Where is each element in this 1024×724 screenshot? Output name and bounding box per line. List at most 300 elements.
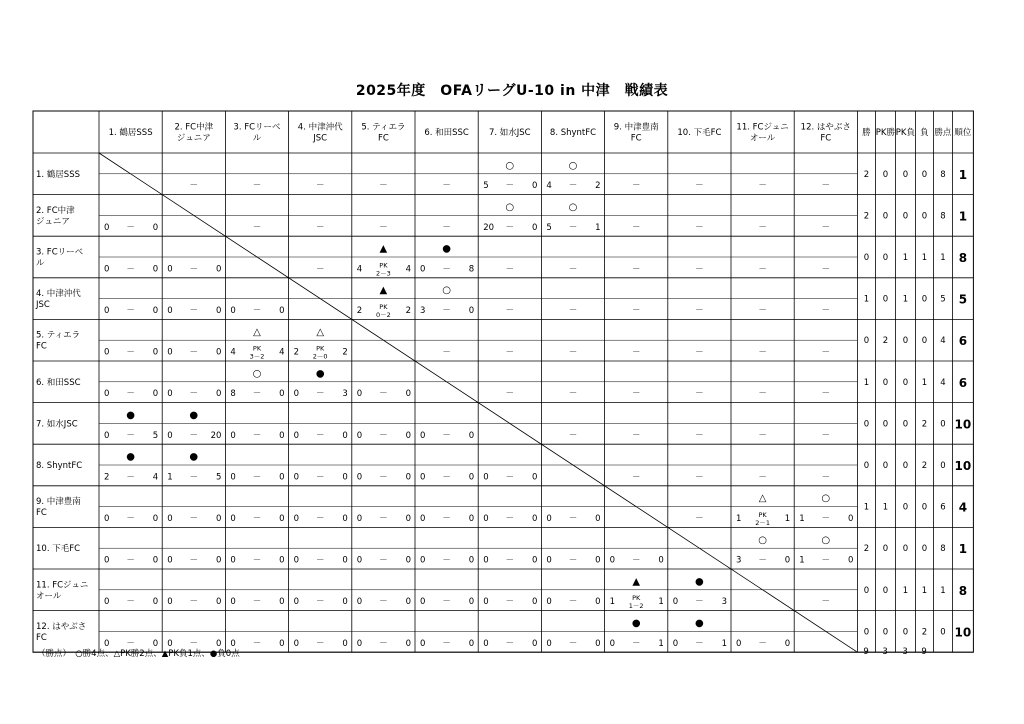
score-away: 0 <box>215 347 222 358</box>
empty-mark: － <box>758 347 767 358</box>
score-home: 0 <box>230 597 236 608</box>
score-away: 2 <box>342 347 348 358</box>
empty-mark: － <box>379 181 388 192</box>
stat-value: 0 <box>863 253 870 263</box>
pk-label: PK <box>632 594 641 603</box>
score-dash: － <box>505 222 515 233</box>
empty-mark: － <box>758 306 767 316</box>
score-home: 0 <box>104 347 110 358</box>
empty-mark: － <box>821 264 831 275</box>
pk-win-mark: △ <box>316 326 325 338</box>
score-home: 0 <box>230 638 236 649</box>
score-away: 0 <box>784 555 791 566</box>
score-home: 0 <box>420 472 426 483</box>
score-away: 1 <box>721 638 727 649</box>
score-away: 0 <box>405 514 411 524</box>
stat-header: 勝点 <box>934 128 952 138</box>
score-home: 0 <box>293 430 300 441</box>
score-dash: － <box>126 306 135 316</box>
score-away: 2 <box>405 306 411 316</box>
column-total: 3 <box>882 647 888 657</box>
rank-value: 4 <box>958 500 968 515</box>
loss-mark: ● <box>126 410 135 421</box>
score-away: 0 <box>531 555 538 566</box>
score-home: 0 <box>167 264 173 275</box>
stat-value: 0 <box>882 253 889 263</box>
score-dash: － <box>189 264 199 275</box>
score-away: 0 <box>279 430 285 441</box>
score-dash: － <box>252 597 262 608</box>
score-home: 0 <box>104 430 110 441</box>
score-dash: － <box>379 638 388 649</box>
rank-value: 1 <box>958 167 968 182</box>
score-home: 0 <box>167 430 173 441</box>
score-dash: － <box>189 306 199 316</box>
win-mark: ○ <box>568 160 578 172</box>
score-home: 0 <box>167 555 173 566</box>
column-header-3: 3. FCリーベル <box>233 122 281 144</box>
score-dash: － <box>821 555 831 566</box>
score-home: 0 <box>672 597 679 608</box>
score-home: 0 <box>104 555 110 566</box>
column-header-5: 5. ティエラ FC <box>361 122 406 144</box>
score-away: 0 <box>405 555 411 566</box>
score-home: 8 <box>230 389 236 400</box>
stat-value: 0 <box>882 585 889 596</box>
loss-mark: ● <box>695 576 704 588</box>
score-home: 1 <box>609 597 616 608</box>
win-mark: ○ <box>252 368 262 380</box>
score-dash: － <box>505 514 515 524</box>
score-home: 1 <box>167 472 173 483</box>
score-dash: － <box>568 597 578 608</box>
empty-mark: － <box>758 264 767 275</box>
stat-value: 0 <box>921 169 928 180</box>
score-dash: － <box>126 347 135 358</box>
loss-mark: ● <box>189 410 199 421</box>
stat-value: 0 <box>882 627 889 638</box>
score-away: 8 <box>468 264 475 275</box>
empty-mark: － <box>631 389 641 400</box>
rank-value: 10 <box>954 459 972 473</box>
empty-mark: － <box>631 472 641 483</box>
stat-value: 1 <box>921 585 928 596</box>
score-home: 0 <box>483 472 489 483</box>
score-dash: － <box>189 347 199 358</box>
score-away: 0 <box>405 389 411 400</box>
score-dash: － <box>695 597 704 608</box>
empty-mark: － <box>695 181 704 192</box>
empty-mark: － <box>695 222 704 233</box>
score-away: 0 <box>342 514 348 524</box>
empty-mark: － <box>568 389 578 400</box>
empty-mark: － <box>631 306 641 316</box>
page-title: 2025年度 OFAリーグU-10 in 中津 戦績表 <box>355 83 669 99</box>
score-home: 1 <box>799 555 805 566</box>
score-dash: － <box>315 472 325 483</box>
score-dash: － <box>442 306 451 316</box>
stat-value: 0 <box>863 336 870 347</box>
stat-value: 2 <box>863 211 870 222</box>
score-dash: － <box>126 389 135 400</box>
stat-value: 0 <box>863 627 870 638</box>
score-home: 0 <box>293 555 300 566</box>
empty-mark: － <box>821 306 831 316</box>
score-home: 0 <box>356 638 363 649</box>
score-away: 0 <box>152 222 159 233</box>
score-home: 0 <box>167 597 173 608</box>
empty-mark: － <box>631 264 641 275</box>
score-home: 4 <box>230 347 236 358</box>
score-dash: － <box>758 555 767 566</box>
pk-score: 2－3 <box>376 269 391 278</box>
stat-value: 4 <box>940 377 946 388</box>
score-home: 0 <box>230 472 236 483</box>
empty-mark: － <box>568 347 578 358</box>
score-away: 0 <box>784 638 791 649</box>
stat-value: 0 <box>882 461 889 471</box>
stat-value: 8 <box>940 544 946 555</box>
win-mark: ○ <box>505 202 515 213</box>
pk-score: 3－2 <box>249 352 265 361</box>
score-home: 3 <box>736 555 742 566</box>
score-away: 0 <box>468 472 475 483</box>
score-home: 0 <box>104 597 110 608</box>
stat-value: 2 <box>921 419 928 430</box>
score-away: 3 <box>342 389 348 400</box>
score-home: 0 <box>230 514 236 524</box>
stat-value: 0 <box>902 377 909 388</box>
column-total: 3 <box>902 647 908 657</box>
stat-value: 2 <box>863 544 870 555</box>
score-home: 0 <box>293 514 300 524</box>
empty-mark: － <box>315 264 325 275</box>
score-home: 0 <box>230 430 236 441</box>
score-home: 0 <box>483 555 489 566</box>
score-home: 0 <box>546 514 552 524</box>
score-dash: － <box>505 555 515 566</box>
stat-value: 0 <box>882 419 889 430</box>
score-away: 0 <box>152 264 159 275</box>
column-header-4: 4. 中津沖代 JSC <box>297 122 343 144</box>
stat-value: 0 <box>902 502 909 513</box>
row-header-12: 12. はやぶさ FC <box>36 621 87 643</box>
score-home: 0 <box>356 430 363 441</box>
score-dash: － <box>442 472 451 483</box>
score-away: 1 <box>658 597 664 608</box>
stat-value: 0 <box>902 544 909 555</box>
stat-value: 0 <box>882 294 889 305</box>
score-home: 0 <box>546 638 552 649</box>
pk-label: PK <box>758 511 767 519</box>
score-dash: － <box>126 264 135 275</box>
empty-mark: － <box>505 389 515 400</box>
score-dash: － <box>189 389 199 400</box>
stat-value: 0 <box>902 419 909 430</box>
score-home: 0 <box>104 306 110 316</box>
stat-value: 0 <box>940 627 946 638</box>
score-away: 0 <box>468 597 475 608</box>
score-home: 4 <box>546 181 552 192</box>
score-home: 0 <box>420 638 426 649</box>
score-home: 20 <box>483 222 495 233</box>
empty-mark: － <box>442 222 451 233</box>
score-dash: － <box>442 430 451 441</box>
empty-mark: － <box>821 222 831 233</box>
score-home: 0 <box>293 638 300 649</box>
score-away: 0 <box>279 597 285 608</box>
column-header-2: 2. FC中津ジュニア <box>174 122 214 144</box>
row-header-2: 2. FC中津ジュニア <box>36 205 75 227</box>
pk-loss-mark: ▲ <box>632 576 641 588</box>
row-header-7: 7. 如水JSC <box>36 419 78 430</box>
score-home: 0 <box>293 389 300 400</box>
score-dash: － <box>379 597 388 608</box>
empty-mark: － <box>758 389 767 400</box>
stat-value: 8 <box>940 169 946 180</box>
pk-win-mark: △ <box>253 326 261 338</box>
stat-header: 順位 <box>954 128 972 138</box>
empty-mark: － <box>758 222 767 233</box>
score-home: 0 <box>167 347 173 358</box>
score-away: 0 <box>215 638 222 649</box>
score-home: 2 <box>104 472 110 483</box>
win-mark: ○ <box>821 534 831 546</box>
stat-value: 2 <box>921 627 928 638</box>
empty-mark: － <box>758 181 767 192</box>
score-home: 2 <box>356 306 363 316</box>
loss-mark: ● <box>315 368 325 380</box>
stat-value: 0 <box>902 627 909 638</box>
stat-value: 0 <box>902 169 909 180</box>
pk-label: PK <box>316 344 325 353</box>
pk-score: 1－2 <box>628 602 644 611</box>
stat-value: 1 <box>863 294 870 305</box>
empty-mark: － <box>631 430 641 441</box>
score-home: 3 <box>420 306 426 316</box>
score-dash: － <box>126 597 135 608</box>
stat-value: 0 <box>940 419 946 430</box>
column-header-11: 11. FCジュニオール <box>736 122 789 144</box>
score-away: 0 <box>468 555 475 566</box>
stat-value: 1 <box>902 585 909 596</box>
stat-value: 0 <box>863 461 870 471</box>
score-away: 0 <box>215 264 222 275</box>
score-dash: － <box>315 430 325 441</box>
stat-value: 0 <box>921 294 928 305</box>
row-header-3: 3. FCリーベル <box>36 247 84 269</box>
stat-value: 1 <box>921 253 928 263</box>
pk-score: 0－2 <box>376 311 391 319</box>
score-dash: － <box>126 430 135 441</box>
empty-mark: － <box>252 181 262 192</box>
score-dash: － <box>126 222 135 233</box>
score-dash: － <box>379 430 388 441</box>
empty-mark: － <box>505 306 515 316</box>
stat-value: 2 <box>863 169 870 180</box>
score-away: 0 <box>152 597 159 608</box>
pk-loss-mark: ▲ <box>379 243 388 255</box>
rank-value: 6 <box>958 375 968 390</box>
score-home: 0 <box>420 430 426 441</box>
score-home: 0 <box>672 638 679 649</box>
rank-value: 5 <box>958 292 968 307</box>
stat-header: 勝 <box>862 128 871 138</box>
score-home: 4 <box>356 264 363 275</box>
stat-value: 0 <box>863 585 870 596</box>
stat-value: 0 <box>882 377 889 388</box>
score-dash: － <box>379 389 388 400</box>
score-away: 20 <box>210 430 222 441</box>
score-away: 0 <box>468 430 475 441</box>
empty-mark: － <box>505 264 515 275</box>
win-mark: ○ <box>821 493 831 505</box>
empty-mark: － <box>442 181 451 192</box>
win-mark: ○ <box>442 285 451 297</box>
score-home: 0 <box>420 514 426 524</box>
column-header-8: 8. ShyntFC <box>549 128 597 138</box>
score-dash: － <box>189 514 199 524</box>
rank-value: 10 <box>954 417 972 432</box>
score-dash: － <box>189 638 199 649</box>
score-away: 2 <box>595 181 601 192</box>
row-header-5: 5. ティエラ FC <box>36 330 81 352</box>
empty-mark: － <box>631 181 641 192</box>
score-dash: － <box>126 514 135 524</box>
score-home: 0 <box>356 514 363 524</box>
score-dash: － <box>631 638 641 649</box>
score-home: 2 <box>293 347 300 358</box>
loss-mark: ● <box>442 243 451 255</box>
score-away: 0 <box>152 347 159 358</box>
score-dash: － <box>505 181 515 192</box>
score-home: 0 <box>420 597 426 608</box>
score-home: 0 <box>420 555 426 566</box>
score-away: 3 <box>721 597 727 608</box>
score-dash: － <box>568 638 578 649</box>
empty-mark: － <box>315 181 325 192</box>
score-home: 5 <box>546 222 552 233</box>
score-away: 0 <box>215 514 222 524</box>
empty-mark: － <box>758 472 767 483</box>
score-home: 0 <box>167 389 173 400</box>
score-away: 4 <box>405 264 411 275</box>
score-home: 0 <box>356 389 363 400</box>
score-away: 0 <box>215 555 222 566</box>
score-dash: － <box>126 638 135 649</box>
score-dash: － <box>821 514 831 524</box>
row-header-9: 9. 中津豊南 FC <box>36 497 81 519</box>
empty-mark: － <box>252 222 262 233</box>
win-mark: ○ <box>505 160 515 172</box>
score-away: 0 <box>531 597 538 608</box>
rank-value: 8 <box>958 251 968 265</box>
score-home: 0 <box>167 638 173 649</box>
stat-value: 1 <box>940 253 946 263</box>
score-away: 0 <box>152 555 159 566</box>
score-dash: － <box>252 430 262 441</box>
stat-value: 8 <box>940 211 946 222</box>
stat-value: 5 <box>940 294 946 305</box>
column-header-9: 9. 中津豊南 FC <box>613 122 659 144</box>
score-away: 0 <box>468 306 475 316</box>
score-away: 0 <box>152 306 159 316</box>
score-away: 1 <box>595 222 601 233</box>
empty-mark: － <box>695 306 704 316</box>
score-dash: － <box>568 514 578 524</box>
score-home: 5 <box>483 181 489 192</box>
score-home: 0 <box>483 638 489 649</box>
win-mark: ○ <box>568 202 578 213</box>
score-home: 0 <box>356 597 363 608</box>
empty-mark: － <box>821 389 831 400</box>
score-dash: － <box>442 638 451 649</box>
score-away: 0 <box>595 514 601 524</box>
stat-value: 0 <box>863 419 870 430</box>
empty-mark: － <box>821 430 831 441</box>
empty-mark: － <box>821 472 831 483</box>
column-total: 9 <box>863 647 869 657</box>
score-home: 0 <box>104 222 110 233</box>
score-away: 0 <box>531 181 538 192</box>
score-dash: － <box>505 472 515 483</box>
score-home: 0 <box>230 555 236 566</box>
score-dash: － <box>442 597 451 608</box>
score-away: 0 <box>279 514 285 524</box>
score-away: 0 <box>152 638 159 649</box>
stat-value: 1 <box>882 502 889 513</box>
row-header-6: 6. 和田SSC <box>36 377 81 388</box>
stat-value: 0 <box>902 336 909 347</box>
score-home: 0 <box>167 514 173 524</box>
score-home: 0 <box>546 597 552 608</box>
empty-mark: － <box>379 222 388 233</box>
score-away: 1 <box>658 638 664 649</box>
score-dash: － <box>379 514 388 524</box>
score-dash: － <box>315 514 325 524</box>
stat-value: 4 <box>940 336 946 347</box>
score-home: 0 <box>104 264 110 275</box>
score-dash: － <box>189 555 199 566</box>
stat-value: 0 <box>902 461 909 471</box>
loss-mark: ● <box>126 451 135 463</box>
empty-mark: － <box>821 347 831 358</box>
score-away: 1 <box>784 514 791 524</box>
score-home: 0 <box>736 638 742 649</box>
score-away: 0 <box>595 597 601 608</box>
empty-mark: － <box>695 264 704 275</box>
score-dash: － <box>695 638 704 649</box>
score-away: 0 <box>595 555 601 566</box>
score-home: 1 <box>799 514 805 524</box>
score-away: 0 <box>531 222 538 233</box>
score-dash: － <box>379 555 388 566</box>
rank-value: 8 <box>958 583 968 598</box>
score-dash: － <box>252 472 262 483</box>
loss-mark: ● <box>631 618 641 629</box>
rank-value: 1 <box>958 542 968 557</box>
rank-value: 6 <box>958 334 968 349</box>
score-dash: － <box>442 514 451 524</box>
pk-label: PK <box>379 303 388 311</box>
empty-mark: － <box>631 222 641 233</box>
score-dash: － <box>505 638 515 649</box>
score-dash: － <box>631 555 641 566</box>
score-away: 4 <box>279 347 285 358</box>
score-away: 0 <box>215 306 222 316</box>
rank-value: 10 <box>954 625 972 640</box>
score-dash: － <box>568 181 578 192</box>
